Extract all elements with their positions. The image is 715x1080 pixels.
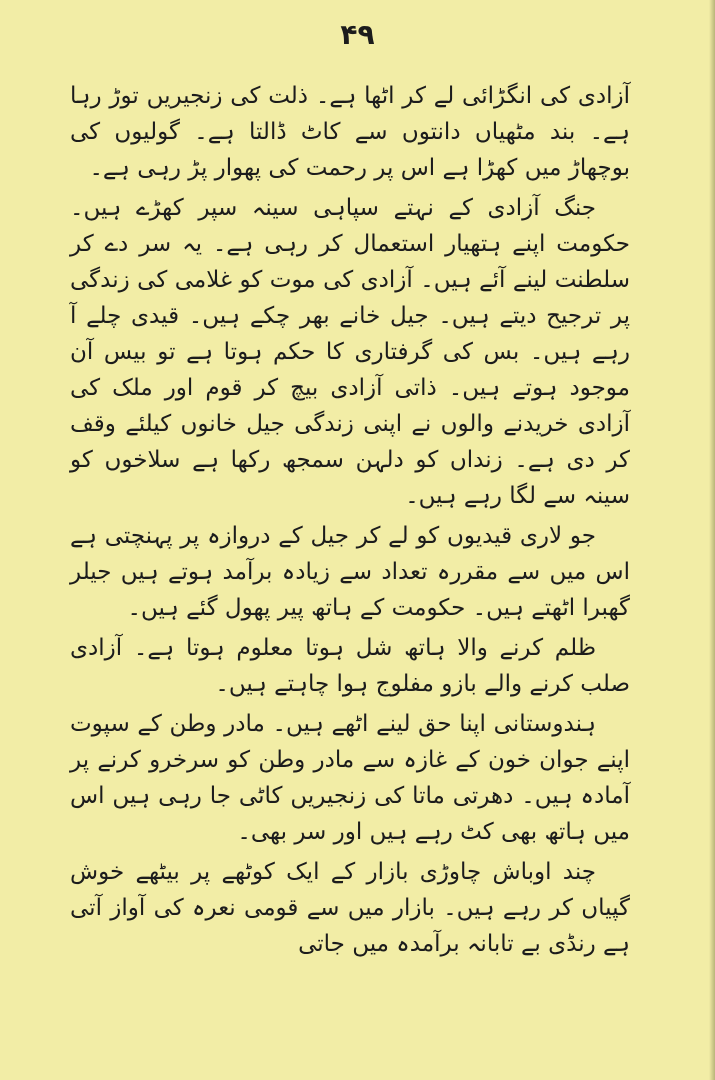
sentence: آزادی صلب کرنے والے بازو مفلوج ہوا چاہتے ہیں۔ bbox=[70, 635, 630, 697]
sentence: حکومت کے ہاتھ پیر پھول گئے ہیں۔ bbox=[127, 595, 466, 621]
paragraph bbox=[70, 190, 630, 514]
sentence: قیدی چلے آ رہے ہیں۔ bbox=[70, 303, 630, 365]
text-body bbox=[70, 78, 630, 966]
sentence: ذاتی آزادی بیچ کر قوم اور ملک کی آزادی خریدنے والوں نے اپنی زندگی جیل خانوں کیلئے وقف کر دی ہے۔ bbox=[70, 375, 630, 473]
paragraph bbox=[70, 706, 630, 850]
sentence: چند اوباش چاوڑی بازار کے ایک کوٹھے پر بیٹھے خوش گپیاں کر رہے ہیں۔ bbox=[70, 859, 630, 921]
paragraph bbox=[70, 78, 630, 186]
page-number: ۴۹ bbox=[340, 18, 375, 51]
sentence: جنگ آزادی کے نہتے سپاہی سینہ سپر کھڑے ہیں۔ bbox=[70, 195, 596, 221]
sentence: جیل خانے بھر چکے ہیں۔ bbox=[188, 303, 429, 329]
sentence: زنداں کو دلہن سمجھ رکھا ہے سلاخوں کو سینہ سے لگا رہے ہیں۔ bbox=[70, 447, 630, 509]
sentence: ظلم کرنے والا ہاتھ شل ہوتا معلوم ہوتا ہے۔ bbox=[133, 635, 596, 661]
sentence: جو لاری قیدیوں کو لے کر جیل کے دروازہ پر پہنچتی ہے اس میں سے مقررہ تعداد سے زیادہ برآمد ہوتے ہیں جیلر گھبرا اٹھتے ہیں۔ bbox=[70, 523, 630, 621]
sentence: دھرتی ماتا کی زنجیریں کاٹی جا رہی ہیں اس میں ہاتھ بھی کٹ رہے ہیں اور سر بھی۔ bbox=[70, 783, 630, 845]
sentence: ہندوستانی اپنا حق لینے اٹھے ہیں۔ bbox=[272, 711, 597, 737]
paragraph bbox=[70, 518, 630, 626]
sentence: بند مٹھیاں دانتوں سے کاٹ ڈالتا ہے۔ bbox=[194, 119, 576, 145]
sentence: آزادی کی انگڑائی لے کر اٹھا ہے۔ bbox=[315, 83, 631, 109]
paragraph bbox=[70, 630, 630, 702]
sentence: آزادی کی موت کو غلامی کی زندگی پر ترجیح دیتے ہیں۔ bbox=[70, 267, 631, 329]
sentence: ذلت کی زنجیریں توڑ رہا ہے۔ bbox=[70, 83, 630, 145]
page-spine-shadow bbox=[709, 0, 715, 1080]
paragraph bbox=[70, 854, 630, 962]
sentence: یہ سر دے کر سلطنت لینے آئے ہیں۔ bbox=[70, 231, 630, 293]
sentence: بازار میں سے قومی نعرہ کی آواز آتی ہے رنڈی بے تابانہ برآمدہ میں جاتی bbox=[70, 895, 630, 957]
sentence: حکومت اپنے ہتھیار استعمال کر رہی ہے۔ bbox=[212, 231, 630, 257]
sentence: گولیوں کی بوچھاڑ میں کھڑا ہے اس پر رحمت کی پھوار پڑ رہی ہے۔ bbox=[70, 119, 630, 181]
sentence: بس کی گرفتاری کا حکم ہوتا ہے تو بیس آن موجود ہوتے ہیں۔ bbox=[70, 339, 631, 401]
sentence: مادر وطن کے سپوت اپنے جوان خون کے غازہ سے مادر وطن کو سرخرو کرنے پر آمادہ ہیں۔ bbox=[70, 711, 630, 809]
